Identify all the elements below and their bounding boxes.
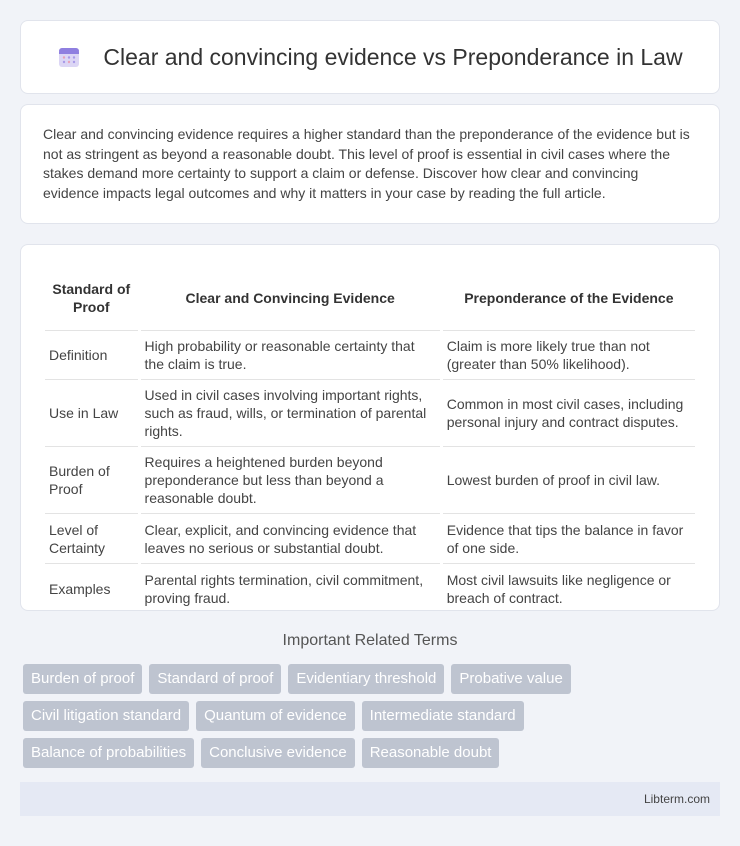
cell-preponderance: Claim is more likely true than not (greater than 50% likelihood). xyxy=(443,331,695,380)
table-row xyxy=(45,514,695,564)
tag-intermediate-standard[interactable]: Intermediate standard xyxy=(362,701,524,731)
comparison-table-card xyxy=(20,244,720,611)
row-label: Burden of Proof xyxy=(45,447,138,514)
row-label: Use in Law xyxy=(45,380,138,447)
tag-probative-value[interactable]: Probative value xyxy=(451,664,570,694)
cell-clear-convincing: Requires a heightened burden beyond preponderance but less than beyond a reasonable doubt. xyxy=(141,447,440,514)
cell-clear-convincing: Used in civil cases involving important rights, such as fraud, wills, or termination of parental rights. xyxy=(141,380,440,447)
cell-clear-convincing: Clear, explicit, and convincing evidence that leaves no serious or substantial doubt. xyxy=(141,514,440,564)
cell-clear-convincing: High probability or reasonable certainty that the claim is true. xyxy=(141,331,440,380)
table-row xyxy=(45,564,695,613)
header-standard: Standard of Proof xyxy=(45,265,138,331)
footer xyxy=(20,782,720,816)
tag-balance-of-probabilities[interactable]: Balance of probabilities xyxy=(23,738,194,768)
related-terms xyxy=(23,664,723,775)
header-preponderance: Preponderance of the Evidence xyxy=(443,265,695,331)
cell-preponderance: Common in most civil cases, including personal injury and contract disputes. xyxy=(443,380,695,447)
tag-row xyxy=(23,738,723,768)
tag-civil-litigation-standard[interactable]: Civil litigation standard xyxy=(23,701,189,731)
row-label: Examples xyxy=(49,580,111,597)
header-clear-convincing: Clear and Convincing Evidence xyxy=(141,265,440,331)
footer-site-link[interactable]: Libterm.com xyxy=(643,792,710,806)
page-title: Clear and convincing evidence vs Preponderance in Law xyxy=(103,43,683,70)
intro-text: Clear and convincing evidence requires a higher standard than the preponderance of the evidence but is not as stringent as beyond a reasonable doubt. This level of proof is essential in civil cases where the stakes demand more certainty to support a claim or defense. Discover how clear and convincing evidence impacts legal outcomes and why it matters in your case by reading the full article. xyxy=(43,126,690,201)
comparison-table xyxy=(42,265,698,613)
table-row xyxy=(45,447,695,514)
cell-preponderance: Evidence that tips the balance in favor of one side. xyxy=(443,514,695,564)
intro-card xyxy=(20,104,720,224)
cell-clear-convincing: Parental rights termination, civil commitment, proving fraud. xyxy=(144,571,424,606)
cell-preponderance: Lowest burden of proof in civil law. xyxy=(443,447,695,514)
tag-standard-of-proof[interactable]: Standard of proof xyxy=(149,664,281,694)
calendar-icon xyxy=(57,45,81,69)
table-row xyxy=(45,380,695,447)
row-label: Definition xyxy=(45,331,138,380)
tag-row xyxy=(23,664,723,694)
tag-row xyxy=(23,701,723,731)
tag-evidentiary-threshold[interactable]: Evidentiary threshold xyxy=(288,664,444,694)
header-card xyxy=(20,20,720,94)
table-row xyxy=(45,331,695,380)
cell-preponderance: Most civil lawsuits like negligence or breach of contract. xyxy=(446,571,671,606)
tag-reasonable-doubt[interactable]: Reasonable doubt xyxy=(362,738,500,768)
table-header-row xyxy=(45,265,695,331)
row-label: Level of Certainty xyxy=(45,514,138,564)
tag-burden-of-proof[interactable]: Burden of proof xyxy=(23,664,142,694)
tag-conclusive-evidence[interactable]: Conclusive evidence xyxy=(201,738,355,768)
tag-quantum-of-evidence[interactable]: Quantum of evidence xyxy=(196,701,355,731)
related-terms-title: Important Related Terms xyxy=(282,632,458,649)
